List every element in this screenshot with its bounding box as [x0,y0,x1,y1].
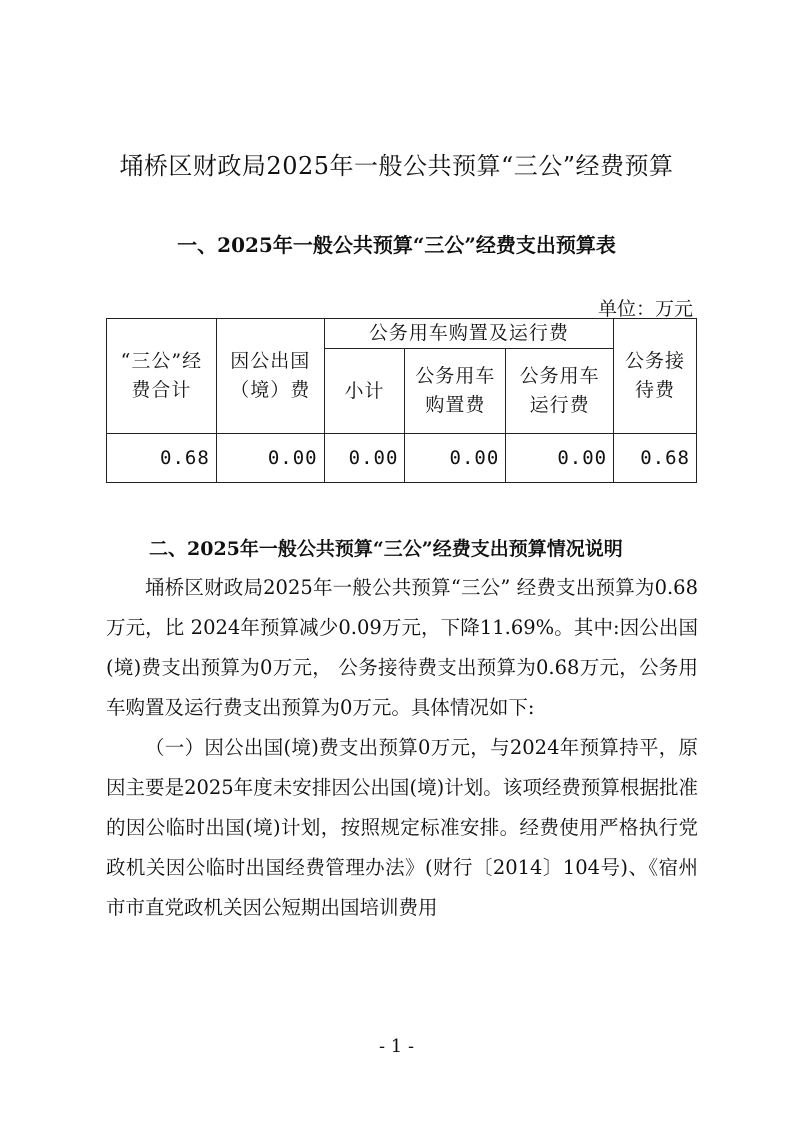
value-vehicle-operation: 0.00 [506,434,614,483]
section2-heading: 二、2025年一般公共预算“三公”经费支出预算情况说明 [149,538,623,560]
header-vehicle-group: 公务用车购置及运行费 [324,319,613,349]
header-vehicle-subtotal: 小计 [324,349,405,434]
budget-table [106,318,697,483]
section1-heading: 一、2025年一般公共预算“三公”经费支出预算表 [177,233,616,257]
header-abroad: 因公出国（境）费 [216,319,324,434]
document-title: 埇桥区财政局2025年一般公共预算“三公”经费预算 [119,152,674,180]
value-abroad: 0.00 [216,434,324,483]
paragraph: 埇桥区财政局2025年一般公共预算“三公” 经费支出预算为0.68万元，比 2024年预算减少0.09万元，下降11.69%。其中:因公出国(境)费支出预算为0万元， 公务接待费支出预算为0.68万元，公务用车购置及运行费支出预算为0万元。具体情况如下: [106,576,698,719]
header-vehicle-purchase: 公务用车购置费 [405,349,506,434]
table-header-row [107,319,697,349]
value-total: 0.68 [107,434,217,483]
table-row [107,434,697,483]
value-reception: 0.68 [614,434,697,483]
page-number: - 1 - [378,1036,415,1057]
value-vehicle-subtotal: 0.00 [324,434,405,483]
paragraph: （一）因公出国(境)费支出预算0万元，与2024年预算持平，原因主要是2025年度未安排因公出国(境)计划。该项经费预算根据批准的因公临时出国(境)计划，按照规定标准安排。经费使用严格执行党政机关因公临时出国经费管理办法》(财行〔2014〕104号)、《宿州市市直党政机关因公短期出国培训费用 [106,736,698,919]
header-reception: 公务接待费 [614,319,697,434]
body-text [106,568,698,928]
unit-label: 单位：万元 [597,298,693,320]
value-vehicle-purchase: 0.00 [405,434,506,483]
header-total: “三公”经费合计 [107,319,217,434]
header-vehicle-operation: 公务用车运行费 [506,349,614,434]
